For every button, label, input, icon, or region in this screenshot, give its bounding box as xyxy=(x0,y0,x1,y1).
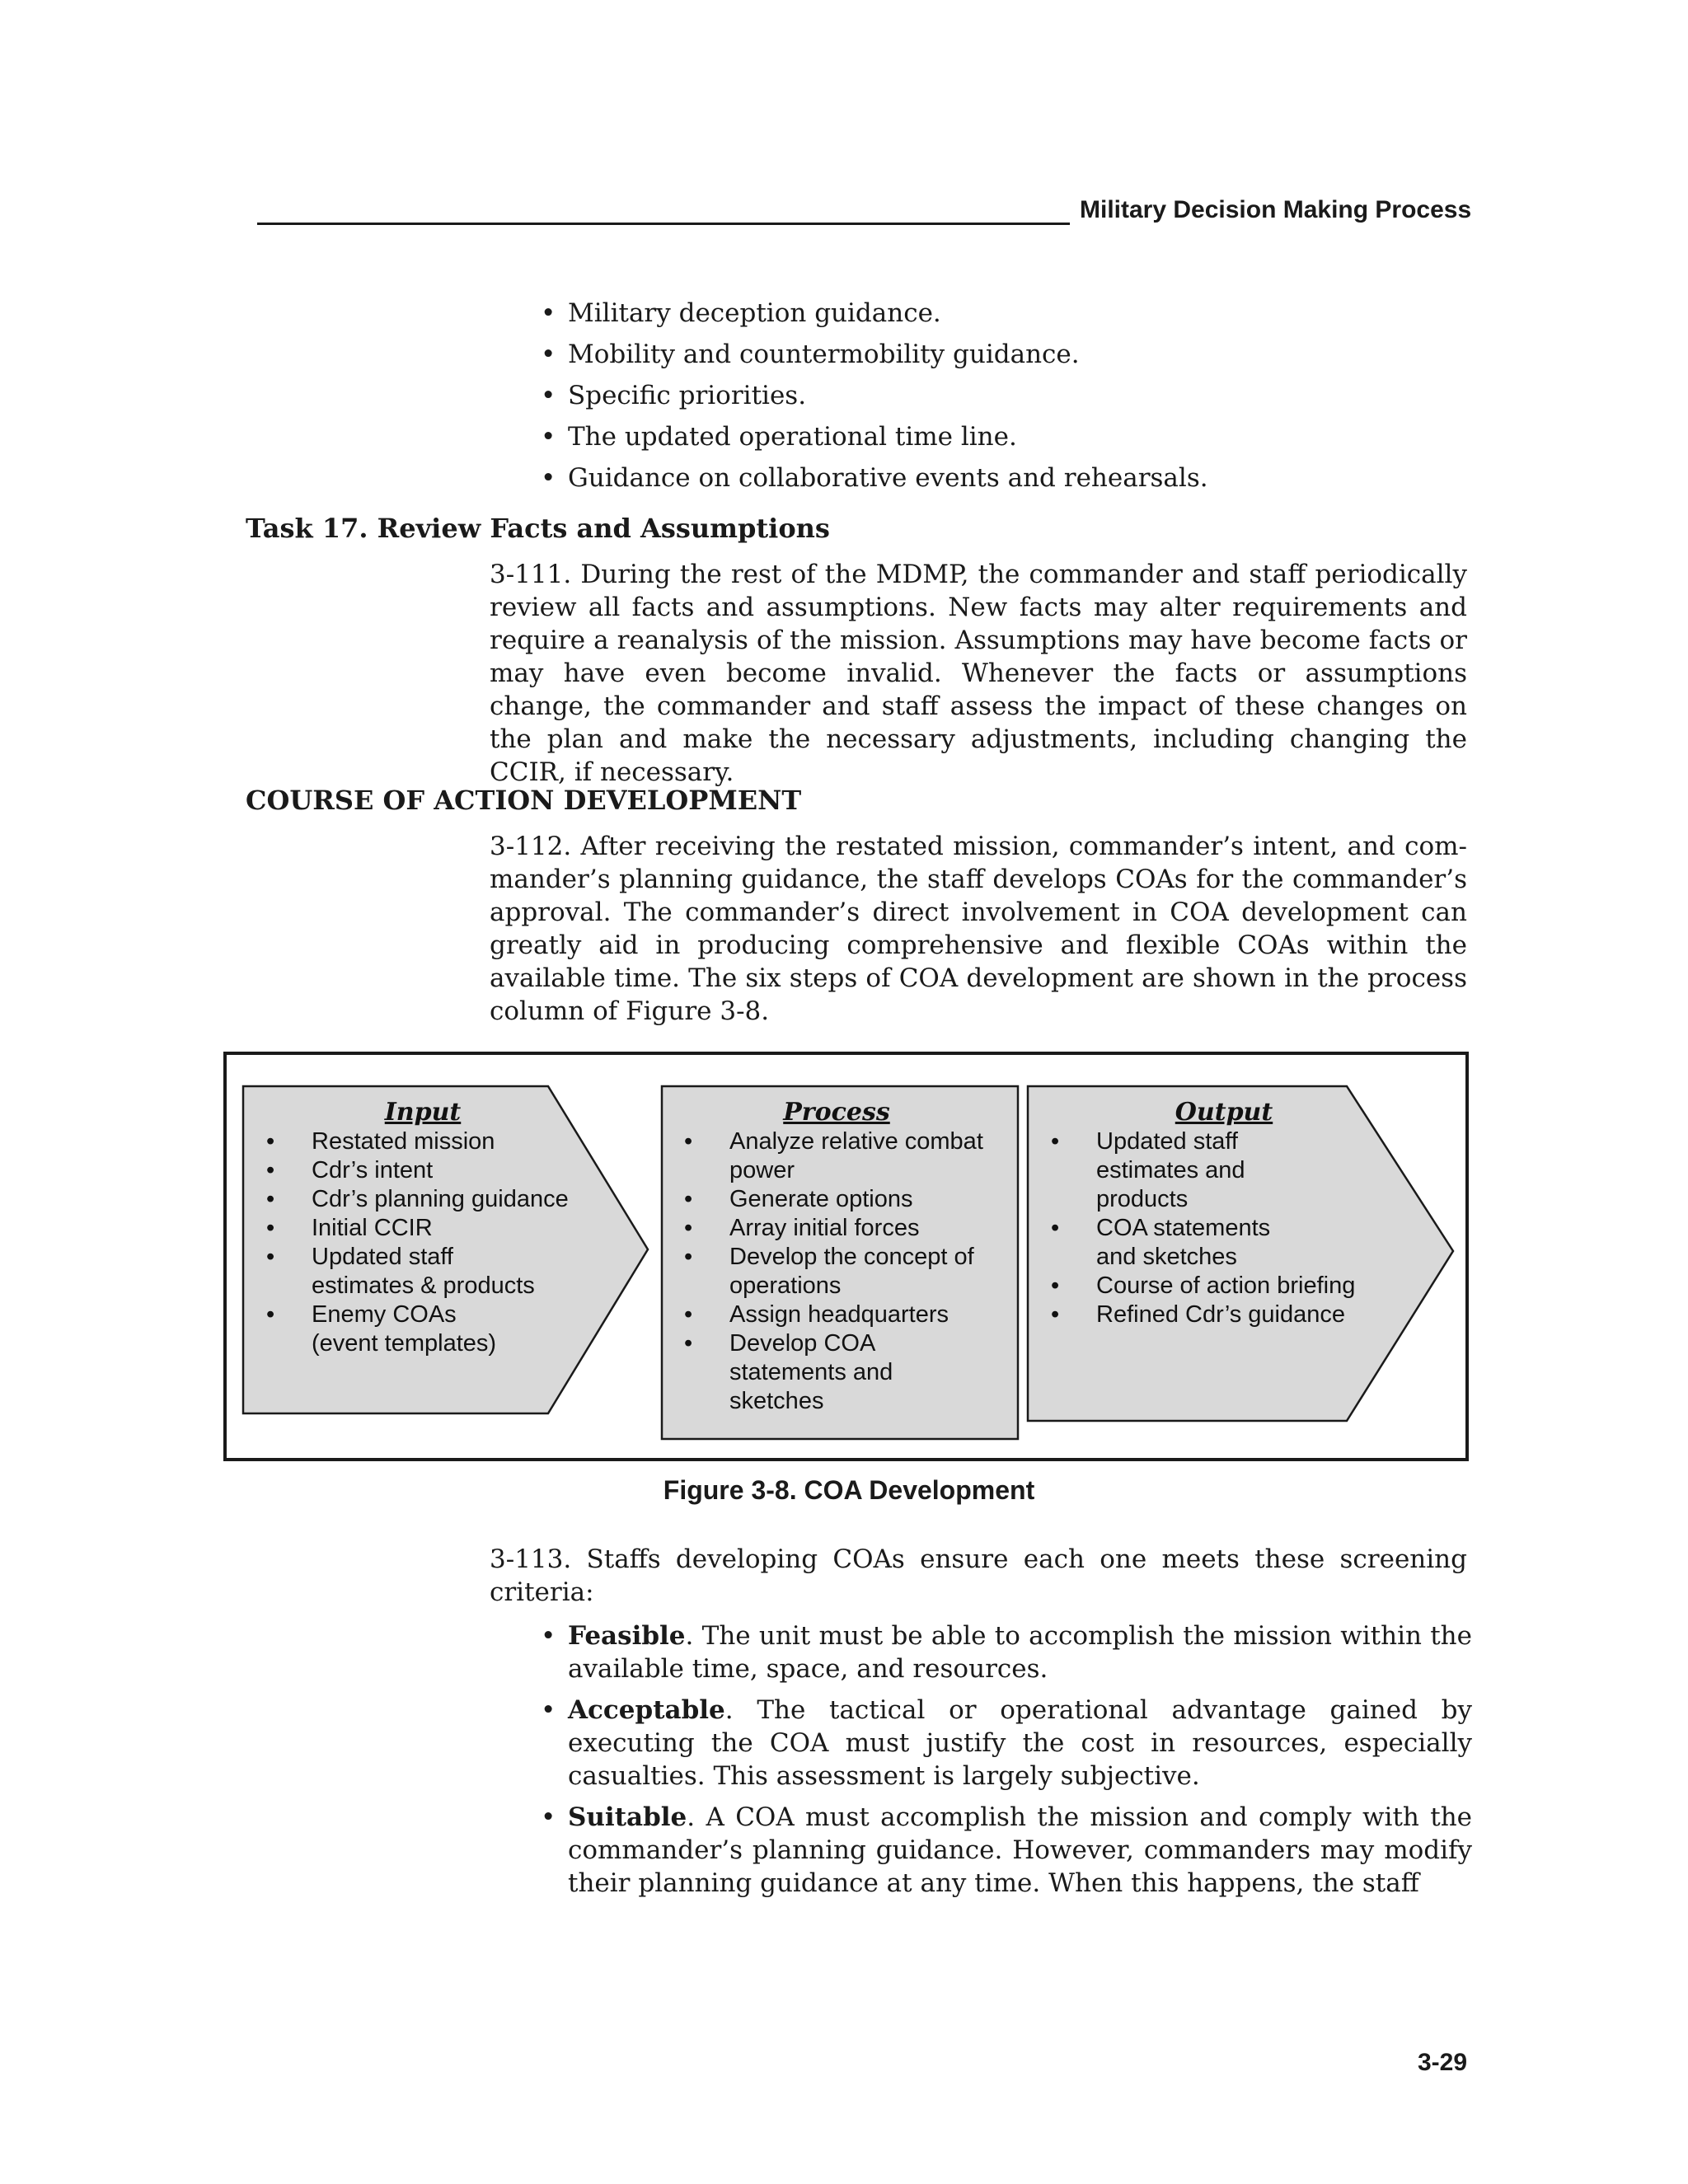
input-item: • Initial CCIR xyxy=(266,1214,588,1243)
process-item: • Develop the concept of operations xyxy=(684,1243,1001,1301)
criteria-term: Feasible xyxy=(568,1621,686,1651)
figure-caption: Figure 3-8. COA Development xyxy=(663,1475,1035,1505)
output-item: • Course of action briefing xyxy=(1051,1272,1381,1301)
input-item: • Restated mission xyxy=(266,1127,588,1156)
process-item: • Develop COA statements and sketches xyxy=(684,1329,1001,1416)
process-list xyxy=(684,1127,1001,1416)
process-item: • Assign headquarters xyxy=(684,1301,1001,1329)
list-item: • Mobility and countermobility guidance. xyxy=(532,334,1472,375)
running-header-title: Military Decision Making Process xyxy=(1080,196,1472,223)
input-title: Input xyxy=(384,1098,462,1127)
output-column xyxy=(1051,1098,1381,1329)
process-item: • Generate options xyxy=(684,1185,1001,1214)
paragraph-3-113: 3-113. Staffs developing COAs ensure each one meets these screening criteria: xyxy=(490,1544,1467,1607)
criteria-term: Suitable xyxy=(568,1802,687,1832)
task17-heading: Task 17. Review Facts and Assumptions xyxy=(246,513,830,544)
output-list xyxy=(1051,1127,1381,1329)
input-item: • Cdr’s intent xyxy=(266,1156,588,1185)
list-item: • Specific priorities. xyxy=(532,375,1472,416)
coa-section-heading: COURSE OF ACTION DEVELOPMENT xyxy=(246,785,802,816)
process-item: • Analyze relative combat power xyxy=(684,1127,1001,1185)
criteria-item-acceptable xyxy=(532,1694,1472,1793)
output-item: • Updated staff estimates and products xyxy=(1051,1127,1381,1214)
input-item: • Cdr’s planning guidance xyxy=(266,1185,588,1214)
process-item: • Array initial forces xyxy=(684,1214,1001,1243)
paragraph-3-112: 3-112. After receiving the restated mission, commander’s intent, and com-mander’s planning guidance, the staff develops COAs for the commander’s approval. The commander’s direct involvement in COA development can greatly aid in producing comprehensive and flexible COAs within the available time. The six steps of COA development are shown in the process column of Figure 3-8. xyxy=(490,832,1467,1026)
input-item: • Enemy COAs (event templates) xyxy=(266,1301,588,1358)
criteria-text: . The tactical or operational advantage gained by executing the COA must justify the cost in resources, especially casualties. This assessment is largely subjective. xyxy=(568,1695,1472,1791)
list-item: • The updated operational time line. xyxy=(532,416,1472,457)
list-item: • Military deception guidance. xyxy=(532,293,1472,334)
criteria-term: Acceptable xyxy=(568,1695,725,1725)
screening-criteria-list xyxy=(532,1619,1472,1908)
output-item: • Refined Cdr’s guidance xyxy=(1051,1301,1381,1329)
criteria-item-suitable xyxy=(532,1801,1472,1900)
paragraph-3-111: 3-111. During the rest of the MDMP, the commander and staff periodically review all facts and assumptions. New facts may alter requirements and require a reanalysis of the mission. Assumptions may have become facts or may have even become invalid. Whenever the facts or assumptions change, the commander and staff assess the impact of these changes on the plan and make the necessary adjustments, including changing the CCIR, if necessary. xyxy=(490,560,1467,787)
output-title: Output xyxy=(1175,1098,1273,1127)
input-item: • Updated staff estimates & products xyxy=(266,1243,588,1301)
input-list xyxy=(266,1127,588,1358)
criteria-item-feasible xyxy=(532,1619,1472,1685)
process-column xyxy=(684,1098,1001,1416)
input-column xyxy=(266,1098,588,1358)
process-title: Process xyxy=(783,1098,890,1127)
output-item: • COA statements and sketches xyxy=(1051,1214,1381,1272)
list-item: • Guidance on collaborative events and rehearsals. xyxy=(532,457,1472,499)
criteria-text: . A COA must accomplish the mission and comply with the commander’s planning guidance. However, commanders may modify their planning guidance at any time. When this happens, the staff xyxy=(568,1802,1472,1898)
page-number: 3-29 xyxy=(1417,2049,1467,2076)
criteria-text: . The unit must be able to accomplish the mission within the available time, space, and resources. xyxy=(568,1621,1472,1684)
